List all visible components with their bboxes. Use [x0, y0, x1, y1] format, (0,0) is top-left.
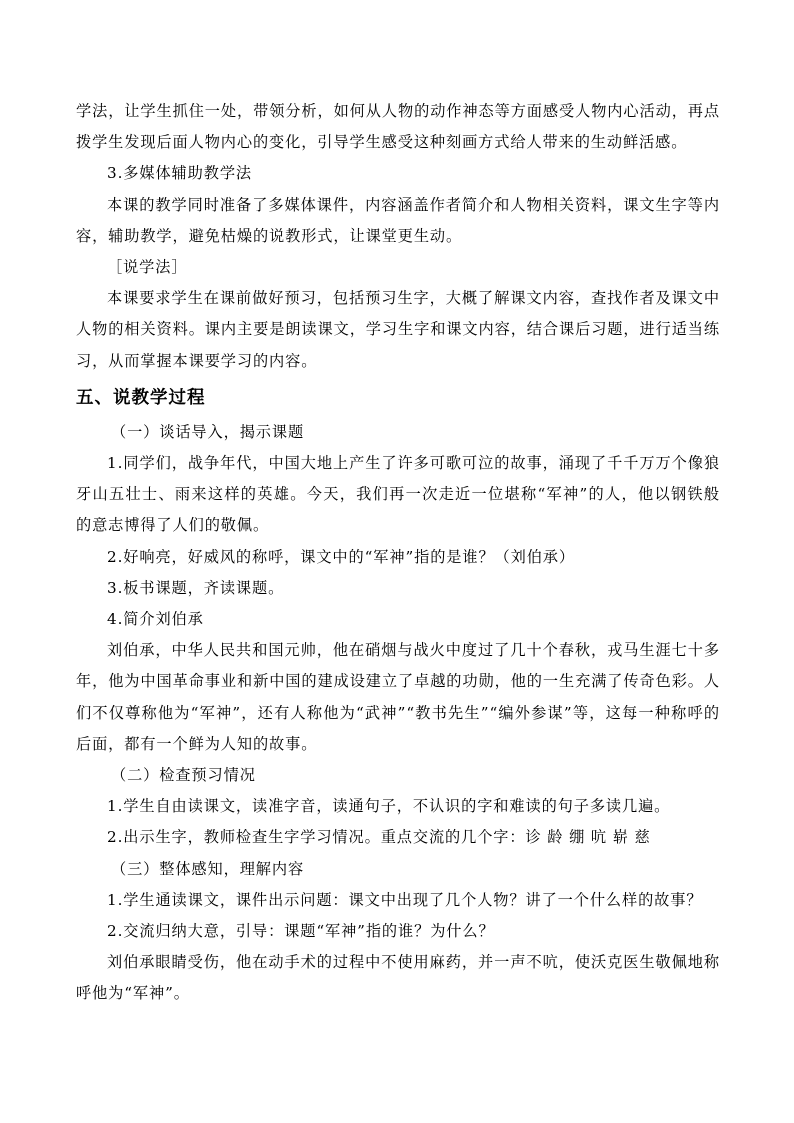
- step-4: 4.简介刘伯承: [107, 610, 204, 629]
- step-1: 1.同学们，战争年代，中国大地上产生了许多可歌可泣的故事，涌现了千千万万个像狼牙山五壮士、雨来这样的英雄。今天，我们再一次走近一位堪称“军神”的人，他以钢铁般的意志博得了人们的敬佩。: [76, 454, 720, 535]
- preview-step-1: 1.学生自由读课文，读准字音，读通句子，不认识的字和难读的句子多读几遍。: [107, 797, 671, 816]
- section-heading-teaching-process: 五、说教学过程: [76, 387, 206, 408]
- subheading-overall-perception: （三）整体感知，理解内容: [111, 859, 305, 878]
- subheading-preview-check: （二）检查预习情况: [111, 766, 256, 785]
- perception-step-1: 1.学生通读课文，课件出示问题：课文中出现了几个人物？讲了一个什么样的故事？: [107, 890, 703, 909]
- step-2: 2.好响亮，好威风的称呼，课文中的“军神”指的是谁？（刘伯承）: [107, 547, 575, 566]
- preview-step-2: 2.出示生字，教师检查生字学习情况。重点交流的几个字：诊 龄 绷 吭 崭 慈: [107, 828, 651, 847]
- perception-step-2: 2.交流归纳大意，引导：课题“军神”指的谁？为什么？: [107, 922, 495, 941]
- step-3: 3.板书课题，齐读课题。: [107, 578, 285, 597]
- subheading-intro: （一）谈话导入，揭示课题: [111, 422, 305, 441]
- item-multimedia-method: 3.多媒体辅助教学法: [107, 164, 252, 183]
- paragraph-learning-method-continued: 学法，让学生抓住一处，带领分析，如何从人物的动作神态等方面感受人物内心活动，再点拨学生发现后面人物内心的变化，引导学生感受这种刻画方式给人带来的生动鲜活感。: [76, 102, 720, 152]
- paragraph-multimedia: 本课的教学同时准备了多媒体课件，内容涵盖作者简介和人物相关资料，课文生字等内容，辅助教学，避免枯燥的说教形式，让课堂更生动。: [76, 195, 720, 245]
- paragraph-conclusion: 刘伯承眼睛受伤，他在动手术的过程中不使用麻药，并一声不吭，使沃克医生敬佩地称呼他为“军神”。: [76, 953, 720, 1003]
- paragraph-liu-bocheng: 刘伯承，中华人民共和国元帅，他在硝烟与战火中度过了几十个春秋，戎马生涯七十多年，他为中国革命事业和新中国的建成设建立了卓越的功勋，他的一生充满了传奇色彩。人们不仅尊称他为“军神”，还有人称他为“武神”“教书先生”“编外参谋”等，这每一种称呼的后面，都有一个鲜为人知的故事。: [76, 641, 720, 753]
- paragraph-study-method: 本课要求学生在课前做好预习，包括预习生字，大概了解课文内容，查找作者及课文中人物的相关资料。课内主要是朗读课文，学习生字和课文内容，结合课后习题，进行适当练习，从而掌握本课要学习的内容。: [76, 289, 720, 370]
- label-study-method: ［说学法］: [107, 258, 188, 277]
